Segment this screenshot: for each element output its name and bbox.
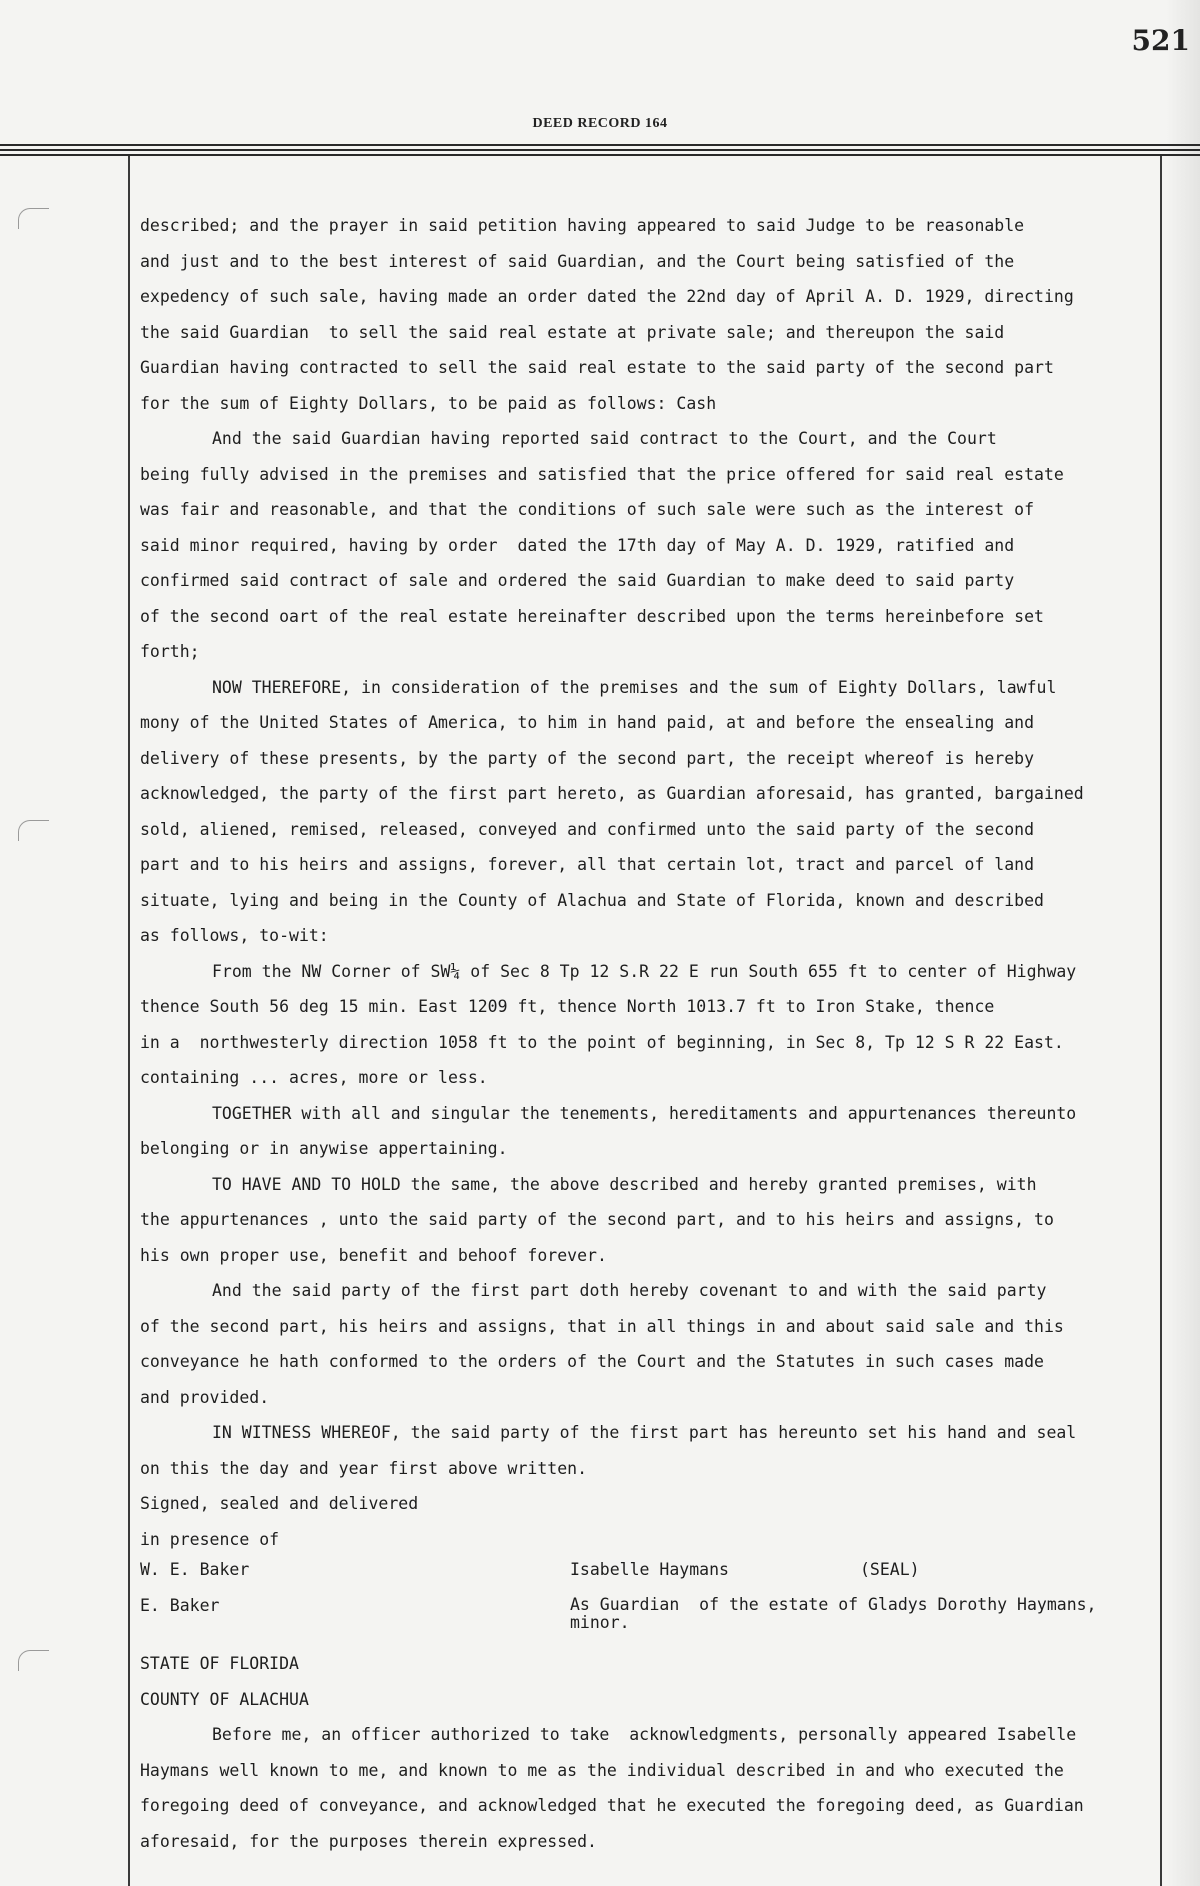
header-rule-middle [0,149,1200,151]
page-edge-shadow [1166,0,1200,1886]
body-line: NOW THEREFORE, in consideration of the premises and the sum of Eighty Dollars, lawful [212,677,1057,697]
body-line: And the said party of the first part doth hereby covenant to and with the said party [212,1281,1047,1300]
body-line: conveyance he hath conformed to the orders of the Court and the Statutes in such cases made [140,1352,1044,1371]
body-line: said minor required, having by order dated the 17th day of May A. D. 1929, ratified and [140,535,1015,555]
body-line: the appurtenances , unto the said party of the second part, and to his heirs and assigns, to [140,1210,1054,1229]
body-line: as follows, to-wit: [140,926,329,945]
acknowledgment-block [140,1646,1150,1859]
body-line: And the said Guardian having reported said contract to the Court, and the Court [212,429,997,448]
body-line: being fully advised in the premises and satisfied that the price offered for said real estate [140,464,1064,484]
body-line: delivery of these presents, by the party of the second part, the receipt whereof is hereby [140,748,1035,768]
body-line: described; and the prayer in said petition having appeared to said Judge to be reasonable [140,216,1025,235]
running-header: DEED RECORD 164 [532,116,668,131]
ack-line: foregoing deed of conveyance, and acknowledged that he executed the foregoing deed, as Guardian [140,1796,1084,1815]
body-line: situate, lying and being in the County of Alachua and State of Florida, known and described [140,890,1044,910]
body-line: for the sum of Eighty Dollars, to be paid as follows: Cash [140,393,717,413]
witness-2-name: E. Baker [140,1595,220,1615]
body-line: in presence of [140,1529,280,1549]
grantor-capacity [570,1596,1097,1632]
page-number: 521 [1131,24,1190,57]
body-line: his own proper use, benefit and behoof forever. [140,1245,607,1265]
body-line: confirmed said contract of sale and ordered the said Guardian to make deed to said party [140,571,1015,590]
body-line: sold, aliened, remised, released, conveyed and confirmed unto the said party of the second [140,819,1035,839]
signature-block [140,1552,1150,1632]
left-margin-line [128,156,130,1886]
ack-line: Before me, an officer authorized to take acknowledgments, personally appeared Isabelle [212,1725,1077,1744]
signature-row-1 [140,1552,1150,1588]
body-line: of the second oart of the real estate hereinafter described upon the terms hereinbefore set [140,606,1044,626]
body-line: Signed, sealed and delivered [140,1494,419,1513]
legal-description-line: in a northwesterly direction 1058 ft to the point of beginning, in Sec 8, Tp 12 S R 22 East. [140,1032,1064,1052]
body-line: expedency of such sale, having made an order dated the 22nd day of April A. D. 1929, directing [140,287,1074,306]
body-line: mony of the United States of America, to him in hand paid, at and before the ensealing and [140,713,1035,732]
ack-county: COUNTY OF ALACHUA [140,1689,309,1709]
body-line: acknowledged, the party of the first part hereto, as Guardian aforesaid, has granted, bargained [140,784,1084,803]
body-line: TO HAVE AND TO HOLD the same, the above described and hereby granted premises, with [212,1174,1037,1194]
body-line: Guardian having contracted to sell the said real estate to the said party of the second part [140,358,1054,377]
header-rule-top [0,144,1200,146]
legal-description-line: thence South 56 deg 15 min. East 1209 ft, thence North 1013.7 ft to Iron Stake, thence [140,997,995,1016]
body-line: forth; [140,642,200,661]
body-line: on this the day and year first above written. [140,1458,588,1478]
ack-line: Haymans well known to me, and known to me as the individual described in and who executed the [140,1760,1064,1780]
signature-row-2 [140,1588,1150,1632]
legal-description-line: From the NW Corner of SW¼ of Sec 8 Tp 12 S.R 22 E run South 655 ft to center of Highway [212,961,1077,981]
body-line: of the second part, his heirs and assigns, that in all things in and about said sale and this [140,1316,1064,1336]
witness-1-name: W. E. Baker [140,1560,250,1579]
body-line: and just and to the best interest of said Guardian, and the Court being satisfied of the [140,251,1015,271]
grantor-name: Isabelle Haymans [570,1560,729,1579]
right-margin-line [1160,156,1162,1886]
deed-body-text [140,208,1150,1557]
margin-mark [18,1650,49,1671]
header-rule-bottom [0,154,1200,156]
body-line: TOGETHER with all and singular the tenements, hereditaments and appurtenances thereunto [212,1103,1077,1123]
body-line: and provided. [140,1387,270,1407]
legal-description-line: containing ... acres, more or less. [140,1068,488,1087]
margin-mark [18,820,49,841]
body-line: IN WITNESS WHEREOF, the said party of the first part has hereunto set his hand and seal [212,1423,1077,1442]
capacity-line-2: minor. [570,1612,630,1632]
capacity-line-1: As Guardian of the estate of Gladys Dorothy Haymans, [570,1594,1097,1614]
ack-line: aforesaid, for the purposes therein expressed. [140,1831,597,1851]
seal-label: (SEAL) [860,1560,920,1579]
body-line: part and to his heirs and assigns, forever, all that certain lot, tract and parcel of land [140,855,1035,874]
ack-state: STATE OF FLORIDA [140,1654,299,1673]
margin-mark [18,208,49,229]
body-line: was fair and reasonable, and that the conditions of such sale were such as the interest of [140,500,1035,519]
body-line: the said Guardian to sell the said real estate at private sale; and thereupon the said [140,322,1005,342]
body-line: belonging or in anywise appertaining. [140,1139,508,1158]
